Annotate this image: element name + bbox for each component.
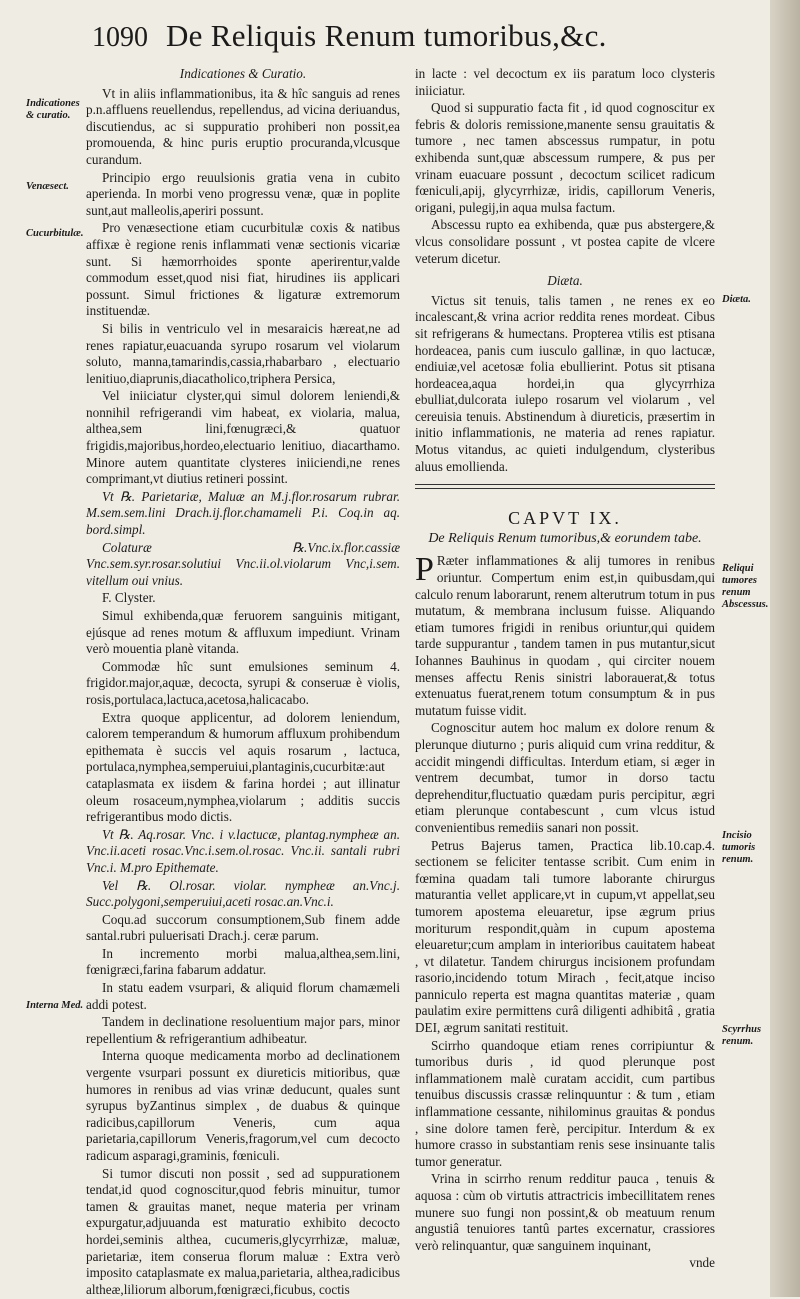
chapter-subtitle: De Reliquis Renum tumoribus,& eorundem tabe. bbox=[428, 530, 702, 546]
paragraph: Coqu.ad succorum consumptionem,Sub finem adde santal.rubri puluerisati Drach.j. ceræ parum. bbox=[86, 911, 400, 944]
paragraph: Commodæ hîc sunt emulsiones seminum 4. frigidor.major,aquæ, decocta, syrupi & conseruæ è violis, rosis,portulaca,lactuca,acetosa,halicacabo. bbox=[86, 658, 400, 707]
paragraph: Abscessu rupto ea exhibenda, quæ pus abstergere,& vlcus consolidare possunt , vt postea capite de vlcere veterum dicetur. bbox=[415, 217, 715, 266]
drop-capital: P bbox=[415, 551, 434, 589]
margin-note-interna-med: Interna Med. bbox=[26, 1000, 84, 1011]
catchword: vnde bbox=[689, 1255, 715, 1271]
page-edge bbox=[770, 0, 800, 1297]
recipe-paragraph: Colaturæ ℞.Vnc.ix.flor.cassiæ Vnc.sem.syr.rosar.solutiui Vnc.ii.ol.violarum Vnc,i.sem. vitellum oui vnius. bbox=[86, 539, 400, 588]
page-header bbox=[92, 18, 752, 62]
margin-note-incisio: Incisio tumoris renum. bbox=[722, 830, 756, 865]
recipe-paragraph: Vel ℞. Ol.rosar. violar. nympheæ an.Vnc.j. Succ.polygoni,semperuiui,aceti rosac.an.Vnc.i. bbox=[86, 877, 400, 910]
recipe-paragraph: Vt ℞. Parietariæ, Maluæ an M.j.flor.rosarum rubrar. M.sem.sem.lini Drach.ij.flor.chamameli P.i. Coq.in aq. bord.simpl. bbox=[86, 488, 400, 538]
margin-note-indicationes: Indicationes & curatio. bbox=[26, 98, 80, 121]
paragraph: in lacte : vel decoctum ex iis paratum loco clysteris iniiciatur. bbox=[415, 66, 715, 98]
paragraph: Vt in aliis inflammationibus, ita & hîc sanguis ad renes p.n.affluens reuellendus, repellendus, ad vicina deriuandus, discutiendus, ac si suppuratio prohiberi non possit,ea promouenda, & hinc puris eruptio procuranda,vlcusque curandum. bbox=[86, 85, 400, 167]
paragraph: In statu eadem vsurpari, & aliquid florum chamæmeli addi potest. bbox=[86, 980, 400, 1012]
paragraph: Simul exhibenda,quæ feruorem sanguinis mitigant, ejúsque ad renes motum & affluxum impediunt. Vrinam verò mouentia planè vitanda. bbox=[86, 608, 400, 657]
margin-note-venaesect: Venæsect. bbox=[26, 181, 69, 192]
paragraph: Principio ergo reuulsionis gratia vena in cubito aperienda. In morbi veno progressu venæ, quæ in poplite sunt,aut malleolis,aperiri possunt. bbox=[86, 169, 400, 218]
paragraph: Scirrho quandoque etiam renes corripiuntur & tumoribus duris , id quod plerunque post inflammationem malè curatam accidit, cum partibus tenuibus discussis crassæ relinquuntur : & tum , etiam inflammatione cessante, nihilominus grauitas & pondus , sine dolore tamen ferè, percipitur. Interdum & ex humore crasso in substantiam renis sese insinuante talis tumor generatur. bbox=[415, 1037, 715, 1169]
paragraph: In incremento morbi malua,althea,sem.lini, fœnigræci,farina fabarum addatur. bbox=[86, 945, 400, 978]
paragraph: Tandem in declinatione resoluentium major pars, minor repellentium & refrigerantium adhibeatur. bbox=[86, 1014, 400, 1046]
paragraph: Vrina in scirrho renum redditur pauca , tenuis & aquosa : cùm ob virtutis attractricis imbecillitatem renes munere suo fungi non possint,& ob meatuum renum angustiâ tenuiores tantû partes excernatur, crassiores verò relinquantur, quæ sanguinem inquinant, bbox=[415, 1171, 715, 1253]
paragraph: Si tumor discuti non possit , sed ad suppurationem tendat,id quod cognoscitur,quod febris minuitur, tumor tamen & grauitas manet, neque materia per vrinam expurgatur,adjuuanda est maturatio exhibito decocto hordei,seminis althea, cucumeris,glycyrrhizæ, maluæ, parietariæ, item conserua florum maluæ : Extra verò imposito cataplasmate ex malua,parietaria, althea,radicibus altheæ,liliorum alborum,fœnigræci,ficubus, coctis bbox=[86, 1165, 400, 1297]
margin-note-reliqui-tumores: Reliqui tumores renum Abscessus. bbox=[722, 563, 769, 610]
margin-note-cucurbitulae: Cucurbitulæ. bbox=[26, 228, 84, 239]
right-column bbox=[415, 66, 715, 1273]
left-column bbox=[86, 66, 400, 1299]
paragraph: F. Clyster. bbox=[102, 590, 156, 606]
paragraph: Vel iniiciatur clyster,qui simul dolorem leniendi,& nonnihil refrigerandi vim habeat, ex violaria, malua, althea,sem lini,fœnugræci,& quatuor frigidis,majoribus,hordeo,electuario lenitiuo, diacarthamo. Minore autem quantitate clysteres iniiciendi,ne renes comprimant,vt diutius retineri possint. bbox=[86, 388, 400, 487]
paragraph: Cognoscitur autem hoc malum ex dolore renum & plerunque diuturno ; puris aliquid cum vrina redditur, & accidit mingendi difficultas. Interdum etiam, si æger in ventrem decumbat, tumor in dorso tactu deprehenditur,fluctuatio quædam puris percipitur, ægri etiam plerunque contabescunt , cum vlcus istud convenientibus remediis sanari non possit. bbox=[415, 720, 715, 835]
paragraph bbox=[415, 553, 715, 719]
chapter-rule bbox=[415, 484, 715, 489]
paragraph: Victus sit tenuis, talis tamen , ne renes ex eo incalescant,& vrina acrior reddita renes mordeat. Cibus sit refrigerans & humectans. Propterea vtilis est ptisana hordeacea, panis cum iusculo gallinæ, in quo lactucæ, endiuiæ,vel acetosæ folia ebullierint. Potus sit ptisana hordeacea,aqua hordei,in qua glycyrrhiza ebulliat,dulcorata iulepo rosarum vel violarum , vel cereuisia tenuis. Abstinendum à diureticis, præsertim in initio inflammationis, ne materia ad renes rapiatur. Motus vitandus, ac quieti indulgendum, clysteribus aluus emollienda. bbox=[415, 292, 715, 474]
running-title: De Reliquis Renum tumoribus,&c. bbox=[166, 18, 607, 53]
recipe-paragraph: Vt ℞. Aq.rosar. Vnc. i v.lactucæ, plantag.nympheæ an. Vnc.ii.aceti rosac.Vnc.i.sem.ol.rosac. Vnc.ii. santali rubri Vnc.i. M.pro Epithemate. bbox=[86, 826, 400, 875]
paragraph: Pro venæsectione etiam cucurbitulæ coxis & natibus affixæ è regione renis inflammati venæ sectionis vicariæ sunt. Si hæmorrhoides sponte aperirentur,valde commodum esset,quod nisi fiat, hirudines iis applicari possunt. Simul frictiones & ligaturæ extremorum instituendæ. bbox=[86, 220, 400, 319]
paragraph: Interna quoque medicamenta morbo ad declinationem vergente vsurpari possunt ex diureticis mitioribus, quæ humores in renibus ad vias vrinæ deducunt, quales sunt syrupus byZantinus simplex , de duabus & quinque radicibus,capillorum Veneris, cum aqua parietaria,capillorum Veneris,fragorum,vel cum decocto radicum asparagi,graminis, fœniculi. bbox=[86, 1048, 400, 1163]
paragraph: Quod si suppuratio facta fit , id quod cognoscitur ex febris & doloris remissione,manente sensu grauitatis & tumore , nec tamen abscessus rumpatur, in potu exhibenda sunt,quæ abscessum rumpere, & pus per vrinam euacuare possunt , decoctum scilicet radicum fœniculi,apij, glycyrrhizæ, iridis, capillorum Veneris, origani, pulegij,in aqua mulsa factum. bbox=[415, 100, 715, 215]
paragraph: Extra quoque applicentur, ad dolorem leniendum, calorem temperandum & humorum affluxum prohibendum epithemata è succis vel aquis rosarum , lactuca, portulaca,nymphea,semperuiui,plantaginis,cucurbitæ:aut cataplasmata ex iisdem & farina hordei ; aut illinatur oleum rosaceum,nymphea,violarum ; additis succis refrigerantibus modo dictis. bbox=[86, 709, 400, 825]
margin-note-scyrrhus: Scyrrhus renum. bbox=[722, 1024, 762, 1047]
page-number: 1090 bbox=[92, 22, 148, 53]
section-subtitle: Indicationes & Curatio. bbox=[179, 66, 307, 81]
paragraph: Si bilis in ventriculo vel in mesaraicis hæreat,ne ad renes rapiatur,euacuanda syrupo rosarum vel violarum soluto, manna,tamarindis,cassia,rhabarbaro , electuario lenitiuo,diaprunis,diacatholico,triphera Persica, bbox=[86, 320, 400, 386]
chapter-title: CAPVT IX. bbox=[508, 508, 622, 529]
paragraph: Petrus Bajerus tamen, Practica lib.10.cap.4. sectionem se feliciter tentasse scribit. Cum enim in fœmina quadam tali tumore laborante chirurgus maturantia vellet applicare,vt in cupum,vt appellat,seu tumorem apostema eleuaretur, ipse ægrum prius moriturum respondit,quàm in cupum apostema eleuaretur;cum amplam in interioribus cauitatem habeat , vt dilatetur. Tandem chirurgus incisionem profundam rasorio,incidendo totum Mirach , fecit,atque inciso panniculo reperta est magna quantitas materiæ , quam paulatim exire permittens curâ diligenti adhibitâ , gratia DEI, ægrum sanitati restituit. bbox=[415, 837, 715, 1036]
paragraph-text: Ræter inflammationes & alij tumores in renibus oriuntur. Compertum enim est,in quibusdam,qui calculo renum laborarunt, renem alterutrum totum in pus mutatum, & membrana inclusum fuisse. Aliquando etiam tumores frigidi in renibus oriuntur,qui quidem tarde suppurantur , tandem tamen in pus mutantur,sicut Iohannes Bauhinus in quodam , qui circiter nouem menses affectu Renis sinistri laborauerat,& totus extenuatus fuerat,renem totum consumptum & in pus mutatum fuisse vidit. bbox=[415, 553, 715, 718]
diet-subtitle: Diæta. bbox=[547, 273, 583, 289]
rule-spacer bbox=[415, 476, 715, 502]
margin-note-diaeta: Diæta. bbox=[722, 294, 751, 305]
